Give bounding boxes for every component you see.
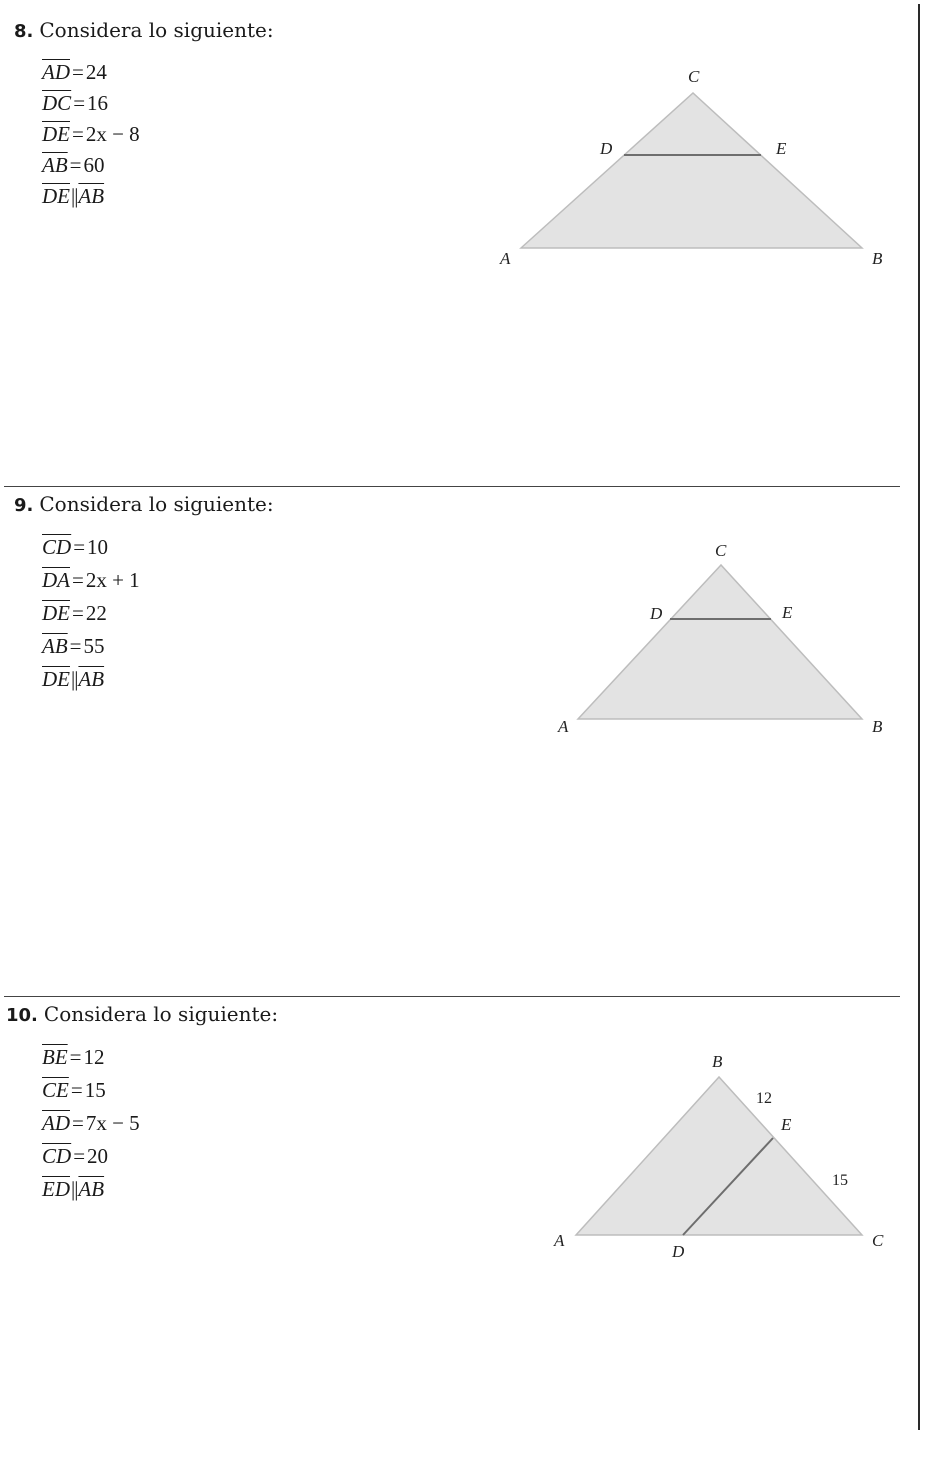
equals-sign: =	[72, 568, 84, 592]
segment-name: $\overline{ED}$	[42, 1177, 70, 1201]
equals-sign: =	[73, 535, 86, 559]
given-value: 10	[87, 535, 109, 559]
segment-name: $\overline{AD}$	[42, 1111, 70, 1135]
problem-prompt: Considera lo siguiente:	[39, 18, 274, 42]
triangle-abc	[521, 93, 862, 248]
section-divider	[4, 996, 900, 997]
given-value: 12	[83, 1045, 105, 1069]
segment-name: $\overline{AB}$	[42, 634, 68, 658]
segment-name: $\overline{CE}$	[42, 1078, 69, 1102]
vertex-label-d: D	[600, 139, 613, 158]
equals-sign: =	[69, 1045, 82, 1069]
equals-sign: =	[72, 122, 84, 146]
segment-name: $\overline{DE}$	[42, 184, 70, 208]
equals-sign: =	[69, 153, 82, 177]
equals-sign: =	[70, 1078, 83, 1102]
equals-sign: =	[72, 601, 84, 625]
vertex-label-c: C	[715, 541, 727, 560]
vertex-label-b: B	[712, 1052, 723, 1071]
given-value: 60	[83, 153, 105, 177]
section-divider	[4, 486, 900, 487]
vertex-label-a: A	[554, 1231, 565, 1250]
vertex-label-d: D	[672, 1242, 685, 1261]
segment-name: $\overline{AB}$	[78, 184, 105, 208]
length-label-ec: 15	[832, 1172, 848, 1189]
given-value: 2x + 1	[85, 568, 140, 592]
vertex-label-b: B	[872, 717, 883, 736]
given-value: 2x − 8	[85, 122, 140, 146]
problem-prompt: Considera lo siguiente:	[39, 492, 274, 516]
problem-number: 9.	[14, 495, 34, 516]
triangle-abc	[576, 1077, 862, 1235]
given-value: 22	[85, 601, 107, 625]
given-value: 15	[84, 1078, 106, 1102]
segment-name: $\overline{CD}$	[42, 535, 72, 559]
problem-8-figure	[0, 0, 926, 300]
equals-sign: =	[73, 91, 86, 115]
vertex-label-b: B	[872, 249, 883, 268]
vertex-label-e: E	[776, 139, 787, 158]
segment-name: $\overline{DA}$	[42, 568, 70, 592]
problem-number: 8.	[14, 21, 34, 42]
segment-name: $\overline{AD}$	[42, 60, 70, 84]
given-value: 7x − 5	[85, 1111, 140, 1135]
segment-name: $\overline{BE}$	[42, 1045, 68, 1069]
vertex-label-c: C	[872, 1231, 884, 1250]
segment-name: $\overline{DE}$	[42, 122, 70, 146]
equals-sign: =	[73, 1144, 86, 1168]
vertex-label-d: D	[650, 604, 663, 623]
triangle-abc	[578, 565, 862, 719]
problem-number: 10.	[6, 1005, 38, 1026]
segment-name: $\overline{AB}$	[42, 153, 68, 177]
given-value: 55	[83, 634, 105, 658]
problem-prompt: Considera lo siguiente:	[43, 1002, 279, 1026]
vertex-label-c: C	[688, 67, 700, 86]
parallel-symbol: ||	[71, 667, 78, 691]
segment-name: $\overline{DE}$	[42, 667, 70, 691]
given-value: 24	[85, 60, 107, 84]
segment-name: $\overline{AB}$	[78, 667, 105, 691]
parallel-symbol: ||	[71, 184, 78, 208]
problem-9-figure	[0, 500, 926, 800]
equals-sign: =	[72, 1111, 84, 1135]
segment-name: $\overline{CD}$	[42, 1144, 72, 1168]
problem-10-figure	[0, 1020, 926, 1320]
vertex-label-e: E	[782, 603, 793, 622]
equals-sign: =	[69, 634, 82, 658]
segment-name: $\overline{DC}$	[42, 91, 72, 115]
parallel-symbol: ||	[71, 1177, 78, 1201]
segment-name: $\overline{AB}$	[78, 1177, 105, 1201]
equals-sign: =	[72, 60, 84, 84]
vertex-label-a: A	[558, 717, 569, 736]
length-label-be: 12	[756, 1090, 772, 1107]
given-value: 16	[87, 91, 109, 115]
segment-name: $\overline{DE}$	[42, 601, 70, 625]
vertex-label-e: E	[781, 1115, 792, 1134]
vertex-label-a: A	[500, 249, 511, 268]
given-value: 20	[87, 1144, 109, 1168]
